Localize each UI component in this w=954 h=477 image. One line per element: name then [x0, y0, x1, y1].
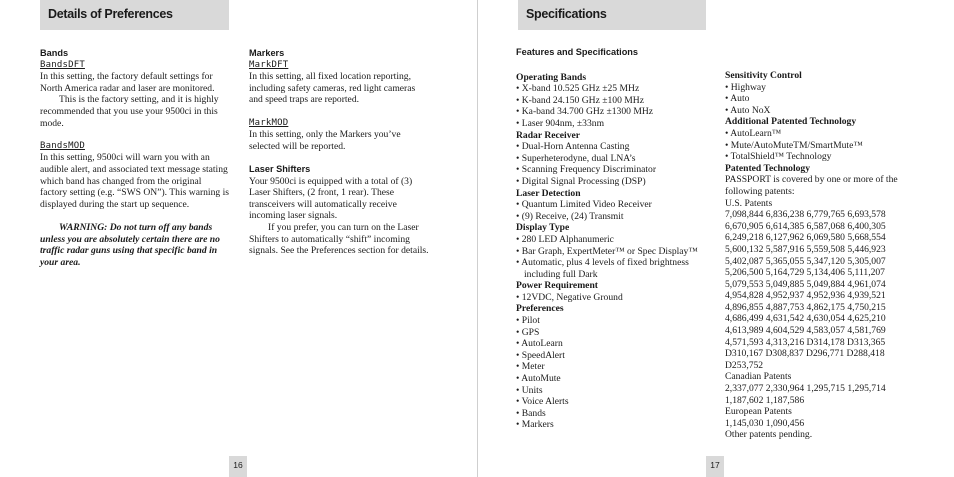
spec-section-heading: Radar Receiver	[516, 129, 581, 141]
spec-list-item: • TotalShield™ Technology	[725, 151, 832, 163]
bands-warning: WARNING: Do not turn off any bands unless you are absolutely certain there are no traffic radar guns using that specific band in your area.	[40, 221, 220, 268]
spec-list-item: • 12VDC, Negative Ground	[516, 291, 623, 303]
left-page-header	[40, 0, 229, 30]
spec-list-item: • Pilot	[516, 315, 540, 327]
spec-list-item: • AutoMute	[516, 373, 561, 385]
spec-list-item: • Highway	[725, 81, 766, 93]
spec-list-item: • Meter	[516, 361, 545, 373]
european-patents-label: European Patents	[725, 406, 792, 418]
bands-dft-code: BandsDFT	[40, 59, 85, 70]
spec-list-left	[516, 72, 716, 431]
spec-section-heading: Preferences	[516, 303, 564, 315]
spec-list-item: • Quantum Limited Video Receiver	[516, 199, 652, 211]
us-patent-line: 7,098,844 6,836,238 6,779,765 6,693,578	[725, 209, 886, 221]
spec-list-item: • Digital Signal Processing (DSP)	[516, 175, 646, 187]
us-patent-line: 4,686,499 4,631,542 4,630,054 4,625,210	[725, 313, 886, 325]
spec-section-heading: Additional Patented Technology	[725, 116, 857, 128]
mark-dft-code: MarkDFT	[249, 59, 289, 70]
spec-list-item: • X-band 10.525 GHz ±25 MHz	[516, 83, 640, 95]
mark-dft-text: In this setting, all fixed location reporting, including safety cameras, red light cameras and speed traps are reported.	[249, 71, 416, 106]
canadian-patent-line: 2,337,077 2,330,964 1,295,715 1,295,714	[725, 383, 886, 395]
laser-shifters-text-1: Your 9500ci is equipped with a total of (3) Laser Shifters, (2 front, 1 rear). These transceivers will automatically receive incoming laser signals.	[249, 175, 413, 222]
spec-list-item: • K-band 24.150 GHz ±100 MHz	[516, 94, 644, 106]
spec-list-item: • Superheterodyne, dual LNA’s	[516, 152, 636, 164]
right-page-title: Specifications	[526, 7, 607, 21]
right-page-number: 17	[706, 456, 724, 477]
us-patent-line: 5,600,132 5,587,916 5,559,508 5,446,923	[725, 243, 886, 255]
spec-list-item: • 280 LED Alphanumeric	[516, 233, 614, 245]
spec-list-item: • Markers	[516, 419, 554, 431]
us-patent-line: 4,896,855 4,887,753 4,862,175 4,750,215	[725, 301, 886, 313]
spec-list-item: • AutoLearn™	[725, 127, 782, 139]
us-patents-label: U.S. Patents	[725, 197, 773, 209]
right-column-1	[516, 47, 716, 431]
us-patent-line: D310,167 D308,837 D296,771 D288,418	[725, 348, 885, 360]
spec-list-right	[725, 70, 925, 163]
left-page-number: 16	[229, 456, 247, 477]
us-patent-line: 4,571,593 4,313,216 D314,178 D313,365	[725, 336, 886, 348]
spec-list-item: • Automatic, plus 4 levels of fixed brightness including full Dark	[516, 257, 689, 280]
spec-section-heading: Laser Detection	[516, 187, 581, 199]
right-page-header	[518, 0, 706, 30]
us-patents-list	[725, 209, 925, 371]
canadian-patents-list	[725, 383, 925, 406]
bands-dft-text-1: In this setting, the factory default settings for North America radar and laser are monitored.	[40, 71, 215, 94]
bands-heading: Bands	[40, 48, 69, 58]
us-patent-line: 6,249,218 6,127,962 6,069,580 5,668,554	[725, 232, 886, 244]
canadian-patent-line: 1,187,602 1,187,586	[725, 394, 805, 406]
mark-mod-code: MarkMOD	[249, 117, 289, 128]
spec-list-item: • Units	[516, 384, 543, 396]
spec-list-item: • Ka-band 34.700 GHz ±1300 MHz	[516, 106, 654, 118]
european-patent-line: 1,145,030 1,090,456	[725, 417, 805, 429]
patented-heading: Patented Technology	[725, 162, 811, 174]
us-patent-line: 5,402,087 5,365,055 5,347,120 5,305,007	[725, 255, 886, 267]
us-patent-line: 4,613,989 4,604,529 4,583,057 4,581,769	[725, 325, 886, 337]
spec-list-item: • Scanning Frequency Discriminator	[516, 164, 657, 176]
spec-list-item: • Laser 904nm, ±33nm	[516, 117, 605, 129]
spec-list-item: • Voice Alerts	[516, 396, 569, 408]
spec-list-item: • Bar Graph, ExpertMeter™ or Spec Display™	[516, 245, 698, 257]
spec-section-heading: Sensitivity Control	[725, 70, 802, 81]
spec-list-item: • (9) Receive, (24) Transmit	[516, 210, 624, 222]
spec-list-item: • Dual-Horn Antenna Casting	[516, 141, 630, 153]
spec-section-heading: Operating Bands	[516, 71, 587, 83]
spec-list-item: • Mute/AutoMuteTM/SmartMute™	[725, 139, 863, 151]
us-patent-line: 5,206,500 5,164,729 5,134,406 5,111,207	[725, 267, 885, 279]
us-patent-line: 5,079,553 5,049,885 5,049,884 4,961,074	[725, 278, 886, 290]
spec-section-heading: Power Requirement	[516, 280, 598, 292]
patented-intro: PASSPORT is covered by one or more of the following patents:	[725, 174, 898, 197]
spec-list-item: • GPS	[516, 326, 540, 338]
right-page	[478, 0, 954, 477]
right-column-2	[725, 70, 925, 441]
features-subtitle: Features and Specifications	[516, 47, 639, 57]
spec-list-item: • Bands	[516, 407, 546, 419]
left-column-bands	[40, 48, 230, 268]
bands-dft-text-2: This is the factory setting, and it is highly recommended that you use your 9500ci in this mode.	[40, 94, 219, 129]
markers-heading: Markers	[249, 48, 285, 58]
canadian-patents-label: Canadian Patents	[725, 371, 792, 383]
spec-list-item: • AutoLearn	[516, 338, 563, 350]
bands-mod-text: In this setting, 9500ci will warn you with an audible alert, and associated text message stating which band has changed from the original factory setting (e.g. “SWS ON”). This warning is displayed during the start up sequence.	[40, 152, 229, 210]
mark-mod-text: In this setting, only the Markers you’ve selected will be reported.	[249, 129, 401, 152]
spec-list-item: • Auto	[725, 93, 750, 105]
spec-list-item: • SpeedAlert	[516, 349, 565, 361]
us-patent-line: D253,752	[725, 359, 764, 371]
bands-mod-code: BandsMOD	[40, 140, 85, 151]
left-page-title: Details of Preferences	[48, 7, 173, 21]
spec-list-item: • Auto NoX	[725, 104, 771, 116]
european-patents-list	[725, 418, 925, 430]
us-patent-line: 6,670,905 6,614,385 6,587,068 6,400,305	[725, 220, 886, 232]
spec-section-heading: Display Type	[516, 222, 570, 234]
left-column-markers	[249, 48, 429, 257]
laser-shifters-text-2: If you prefer, you can turn on the Laser Shifters to automatically “shift” incoming signals. See the Preferences section for details.	[249, 221, 429, 257]
laser-shifters-heading: Laser Shifters	[249, 163, 311, 174]
us-patent-line: 4,954,828 4,952,937 4,952,936 4,939,521	[725, 290, 886, 302]
patents-pending: Other patents pending.	[725, 429, 813, 441]
